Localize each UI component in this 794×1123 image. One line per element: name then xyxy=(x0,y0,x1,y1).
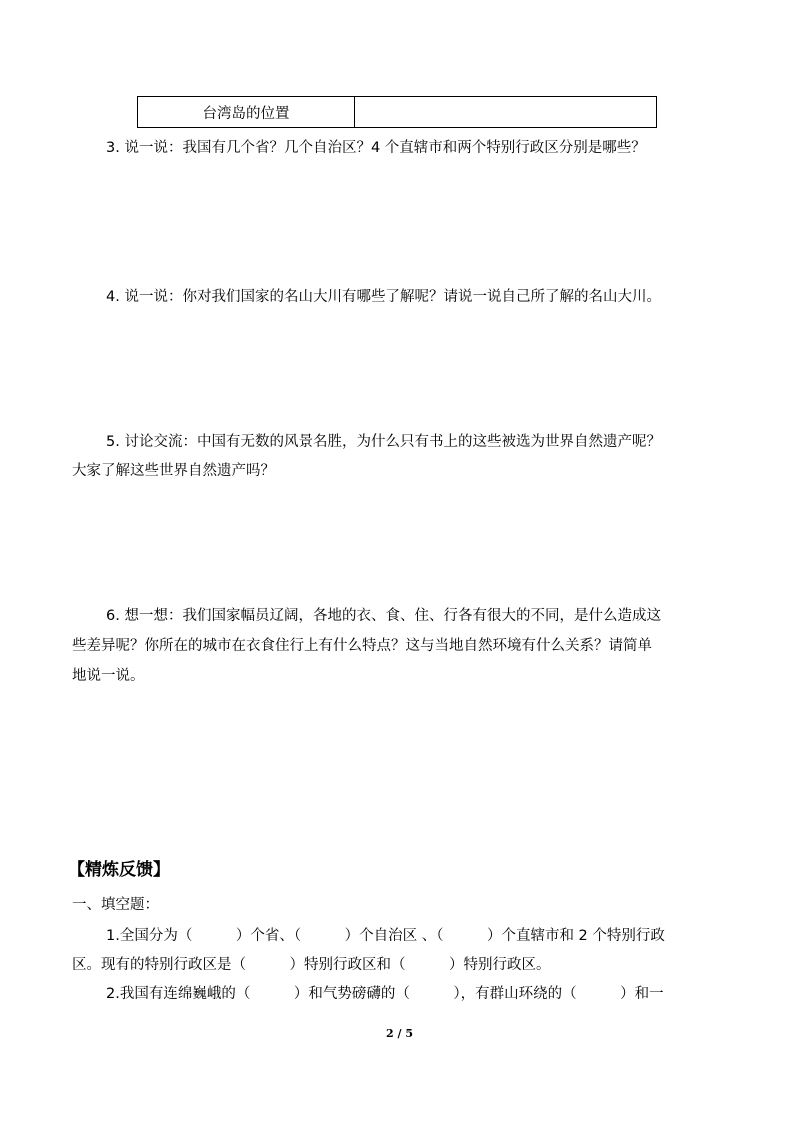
fill-item-1-line-1: 1.全国分为（ ）个省、（ ）个自治区 、（ ）个直辖市和 2 个特别行政 xyxy=(106,928,665,944)
table-cell-answer xyxy=(355,97,657,128)
question-3: 3. 说一说：我国有几个省？几个自治区？4 个直辖市和两个特别行政区分别是哪些？ xyxy=(106,140,646,156)
question-4: 4. 说一说：你对我们国家的名山大川有哪些了解呢？请说一说自己所了解的名山大川。 xyxy=(106,289,661,305)
question-6-line-3: 地说一说。 xyxy=(72,668,145,684)
table-cell-label: 台湾岛的位置 xyxy=(138,97,355,128)
fill-item-1-line-2: 区。现有的特别行政区是（ ）特别行政区和（ ）特别行政区。 xyxy=(72,957,551,973)
section-fill-in-title: 一、填空题： xyxy=(72,897,159,913)
fill-item-2-line-1: 2.我国有连绵巍峨的（ ）和气势磅礴的（ ），有群山环绕的（ ）和一 xyxy=(106,986,664,1002)
location-table xyxy=(137,96,657,128)
page-number: 2 / 5 xyxy=(386,1027,413,1040)
question-6-line-1: 6. 想一想：我们国家幅员辽阔，各地的衣、食、住、行各有很大的不同，是什么造成这 xyxy=(106,608,661,624)
table-row xyxy=(138,97,657,128)
question-5-line-2: 大家了解这些世界自然遗产吗？ xyxy=(72,463,275,479)
question-5-line-1: 5. 讨论交流：中国有无数的风景名胜，为什么只有书上的这些被选为世界自然遗产呢？ xyxy=(106,434,661,450)
feedback-heading: 【精炼反馈】 xyxy=(68,860,170,880)
question-6-line-2: 些差异呢？你所在的城市在衣食住行上有什么特点？这与当地自然环境有什么关系？请简单 xyxy=(72,638,652,654)
